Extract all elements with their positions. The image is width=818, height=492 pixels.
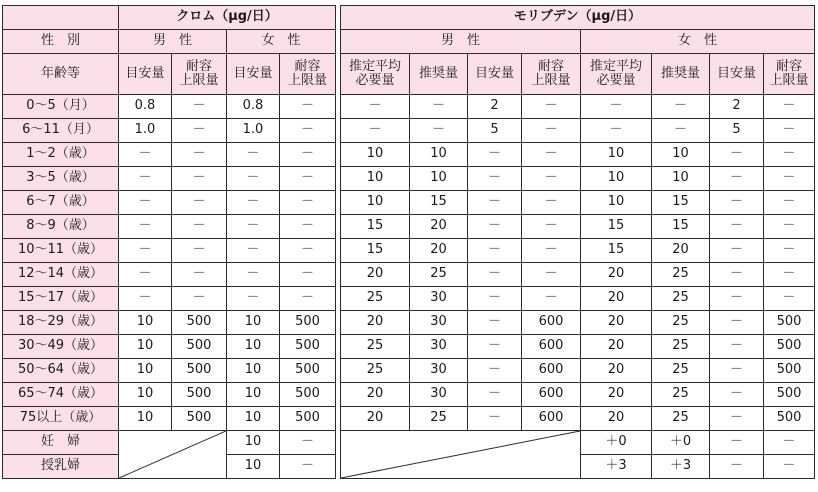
chromium-header: クロム（μg/日） — [119, 6, 336, 30]
chromium-value-cell: － — [280, 167, 336, 191]
chromium-value-cell: － — [227, 287, 280, 311]
chromium-value-cell: 10 — [119, 311, 172, 335]
molybdenum-value-cell: － — [710, 359, 764, 383]
molybdenum-value-cell: ＋0 — [652, 431, 710, 455]
chromium-value-cell: － — [227, 191, 280, 215]
age-group-cell: 10～11（歳） — [3, 239, 119, 263]
chromium-value-cell: － — [172, 119, 227, 143]
table-row — [3, 287, 815, 311]
chromium-molybdenum-table — [2, 5, 815, 479]
molybdenum-value-cell: － — [764, 431, 815, 455]
molybdenum-value-cell: － — [764, 215, 815, 239]
molybdenum-value-cell: － — [522, 143, 581, 167]
molybdenum-value-cell: － — [341, 95, 410, 119]
molybdenum-value-cell: 10 — [341, 143, 410, 167]
age-group-cell: 8～9（歳） — [3, 215, 119, 239]
molybdenum-value-cell: － — [652, 95, 710, 119]
molybdenum-value-cell: ＋3 — [652, 455, 710, 479]
molybdenum-value-cell: 25 — [652, 311, 710, 335]
molybdenum-value-cell: － — [764, 287, 815, 311]
molybdenum-value-cell: 25 — [410, 407, 468, 431]
molybdenum-col-header: 目安量 — [710, 54, 764, 95]
chromium-value-cell: － — [227, 143, 280, 167]
molybdenum-value-cell: － — [468, 359, 522, 383]
molybdenum-value-cell: 20 — [410, 215, 468, 239]
molybdenum-header: モリブデン（μg/日） — [341, 6, 815, 30]
molybdenum-value-cell: － — [522, 263, 581, 287]
age-group-cell: 授乳婦 — [3, 455, 119, 479]
molybdenum-value-cell: － — [710, 407, 764, 431]
molybdenum-value-cell: － — [468, 287, 522, 311]
molybdenum-value-cell: 500 — [764, 311, 815, 335]
molybdenum-value-cell: 500 — [764, 335, 815, 359]
molybdenum-value-cell: － — [710, 191, 764, 215]
chromium-value-cell: 1.0 — [227, 119, 280, 143]
molybdenum-value-cell: － — [522, 191, 581, 215]
chromium-value-cell: － — [119, 143, 172, 167]
molybdenum-value-cell: － — [522, 95, 581, 119]
molybdenum-value-cell: 20 — [341, 311, 410, 335]
chromium-value-cell: － — [280, 215, 336, 239]
chromium-value-cell: － — [172, 143, 227, 167]
molybdenum-female-header: 女 性 — [581, 30, 815, 54]
chromium-value-cell: 500 — [280, 383, 336, 407]
molybdenum-value-cell: － — [710, 311, 764, 335]
chromium-value-cell: 500 — [280, 311, 336, 335]
molybdenum-value-cell: 20 — [581, 311, 652, 335]
molybdenum-value-cell: 10 — [581, 167, 652, 191]
molybdenum-value-cell: 15 — [341, 239, 410, 263]
molybdenum-col-header: 目安量 — [468, 54, 522, 95]
table-row — [3, 215, 815, 239]
molybdenum-value-cell: 30 — [410, 359, 468, 383]
table-row — [3, 335, 815, 359]
age-group-cell: 30～49（歳） — [3, 335, 119, 359]
chromium-male-header: 男 性 — [119, 30, 227, 54]
molybdenum-value-cell: 2 — [710, 95, 764, 119]
molybdenum-value-cell: 25 — [652, 263, 710, 287]
molybdenum-value-cell: － — [468, 335, 522, 359]
chromium-value-cell: － — [280, 191, 336, 215]
molybdenum-value-cell: 20 — [581, 335, 652, 359]
header-row-nutrients — [3, 6, 815, 30]
molybdenum-value-cell: － — [522, 167, 581, 191]
age-group-cell: 18～29（歳） — [3, 311, 119, 335]
molybdenum-col-header: 推奨量 — [410, 54, 468, 95]
molybdenum-value-cell: 5 — [468, 119, 522, 143]
molybdenum-value-cell: － — [764, 263, 815, 287]
molybdenum-value-cell: 20 — [581, 383, 652, 407]
chromium-value-cell: － — [280, 431, 336, 455]
molybdenum-value-cell: 5 — [710, 119, 764, 143]
molybdenum-value-cell: － — [710, 455, 764, 479]
molybdenum-value-cell: 25 — [652, 287, 710, 311]
molybdenum-value-cell: － — [710, 167, 764, 191]
molybdenum-value-cell: 600 — [522, 311, 581, 335]
chromium-value-cell: － — [227, 239, 280, 263]
molybdenum-value-cell: 15 — [581, 215, 652, 239]
chromium-value-cell: 500 — [172, 311, 227, 335]
chromium-value-cell: 10 — [227, 383, 280, 407]
age-group-cell: 6～7（歳） — [3, 191, 119, 215]
chromium-value-cell: － — [280, 119, 336, 143]
chromium-value-cell: － — [119, 287, 172, 311]
molybdenum-col-header: 推定平均 必要量 — [581, 54, 652, 95]
chromium-value-cell: 500 — [172, 335, 227, 359]
chromium-value-cell: 500 — [172, 407, 227, 431]
chromium-value-cell: 10 — [227, 407, 280, 431]
chromium-value-cell: － — [119, 215, 172, 239]
molybdenum-col-header: 耐容 上限量 — [522, 54, 581, 95]
chromium-value-cell: 1.0 — [119, 119, 172, 143]
chromium-value-cell: － — [172, 215, 227, 239]
molybdenum-col-header: 推定平均 必要量 — [341, 54, 410, 95]
molybdenum-value-cell: 20 — [341, 263, 410, 287]
chromium-value-cell: － — [172, 239, 227, 263]
chromium-value-cell: － — [280, 239, 336, 263]
molybdenum-value-cell: 30 — [410, 311, 468, 335]
molybdenum-value-cell: － — [764, 143, 815, 167]
molybdenum-value-cell: 10 — [341, 167, 410, 191]
molybdenum-value-cell: － — [468, 143, 522, 167]
chromium-value-cell: 10 — [227, 431, 280, 455]
molybdenum-value-cell: － — [468, 167, 522, 191]
molybdenum-value-cell: 20 — [652, 239, 710, 263]
chromium-value-cell: － — [227, 215, 280, 239]
molybdenum-value-cell: 25 — [652, 407, 710, 431]
table-row — [3, 239, 815, 263]
molybdenum-value-cell: － — [468, 407, 522, 431]
molybdenum-value-cell: － — [652, 119, 710, 143]
chromium-value-cell: － — [227, 263, 280, 287]
table-row — [3, 407, 815, 431]
molybdenum-value-cell: 10 — [581, 143, 652, 167]
molybdenum-value-cell: 25 — [652, 359, 710, 383]
molybdenum-value-cell: 15 — [652, 191, 710, 215]
chromium-value-cell: 500 — [280, 407, 336, 431]
age-group-cell: 妊 婦 — [3, 431, 119, 455]
age-group-cell: 15～17（歳） — [3, 287, 119, 311]
chromium-value-cell: － — [119, 191, 172, 215]
chromium-female-header: 女 性 — [227, 30, 336, 54]
molybdenum-value-cell: 600 — [522, 335, 581, 359]
molybdenum-value-cell: － — [522, 119, 581, 143]
chromium-value-cell: － — [119, 263, 172, 287]
molybdenum-value-cell: 600 — [522, 359, 581, 383]
molybdenum-value-cell: 20 — [581, 407, 652, 431]
molybdenum-value-cell: 25 — [341, 287, 410, 311]
molybdenum-value-cell: 10 — [341, 191, 410, 215]
table-row — [3, 143, 815, 167]
chromium-value-cell: － — [172, 287, 227, 311]
molybdenum-value-cell: 25 — [410, 263, 468, 287]
chromium-col-header: 耐容 上限量 — [280, 54, 336, 95]
molybdenum-value-cell: － — [468, 215, 522, 239]
chromium-value-cell: － — [280, 95, 336, 119]
molybdenum-value-cell: ＋3 — [581, 455, 652, 479]
molybdenum-value-cell: － — [468, 383, 522, 407]
molybdenum-value-cell: － — [710, 215, 764, 239]
nutrient-intake-table-container — [2, 5, 814, 487]
age-group-cell: 12～14（歳） — [3, 263, 119, 287]
header-row-sex — [3, 30, 815, 54]
molybdenum-male-not-applicable-cell — [341, 431, 581, 479]
molybdenum-value-cell: － — [522, 215, 581, 239]
chromium-col-header: 耐容 上限量 — [172, 54, 227, 95]
molybdenum-value-cell: － — [468, 311, 522, 335]
chromium-value-cell: － — [172, 167, 227, 191]
molybdenum-value-cell: － — [468, 263, 522, 287]
molybdenum-male-header: 男 性 — [341, 30, 581, 54]
molybdenum-value-cell: － — [710, 263, 764, 287]
table-row — [3, 311, 815, 335]
molybdenum-value-cell: 20 — [581, 359, 652, 383]
molybdenum-value-cell: 25 — [652, 383, 710, 407]
age-group-cell: 3～5（歳） — [3, 167, 119, 191]
table-row — [3, 431, 815, 455]
chromium-col-header: 目安量 — [119, 54, 172, 95]
molybdenum-value-cell: － — [581, 119, 652, 143]
molybdenum-value-cell: － — [764, 119, 815, 143]
age-group-cell: 75以上（歳） — [3, 407, 119, 431]
molybdenum-value-cell: － — [522, 239, 581, 263]
molybdenum-value-cell: 500 — [764, 383, 815, 407]
molybdenum-value-cell: 20 — [341, 407, 410, 431]
table-row — [3, 191, 815, 215]
molybdenum-value-cell: ＋0 — [581, 431, 652, 455]
molybdenum-value-cell: 30 — [410, 287, 468, 311]
chromium-value-cell: － — [172, 191, 227, 215]
molybdenum-value-cell: 30 — [410, 383, 468, 407]
molybdenum-value-cell: 25 — [341, 335, 410, 359]
molybdenum-value-cell: － — [710, 383, 764, 407]
chromium-value-cell: 10 — [227, 455, 280, 479]
molybdenum-value-cell: － — [341, 119, 410, 143]
molybdenum-value-cell: 15 — [341, 215, 410, 239]
molybdenum-value-cell: 25 — [652, 335, 710, 359]
molybdenum-value-cell: － — [764, 191, 815, 215]
chromium-value-cell: 10 — [227, 311, 280, 335]
molybdenum-value-cell: 600 — [522, 407, 581, 431]
chromium-value-cell: － — [172, 95, 227, 119]
chromium-value-cell: － — [280, 455, 336, 479]
table-row — [3, 359, 815, 383]
molybdenum-col-header: 耐容 上限量 — [764, 54, 815, 95]
chromium-value-cell: － — [172, 263, 227, 287]
molybdenum-value-cell: 500 — [764, 359, 815, 383]
age-group-cell: 0～5（月） — [3, 95, 119, 119]
chromium-value-cell: 0.8 — [119, 95, 172, 119]
chromium-col-header: 目安量 — [227, 54, 280, 95]
molybdenum-value-cell: 30 — [410, 335, 468, 359]
age-group-cell: 50～64（歳） — [3, 359, 119, 383]
table-row — [3, 167, 815, 191]
molybdenum-value-cell: 10 — [410, 143, 468, 167]
molybdenum-value-cell: － — [764, 167, 815, 191]
molybdenum-value-cell: － — [710, 287, 764, 311]
molybdenum-value-cell: 10 — [652, 167, 710, 191]
chromium-value-cell: 10 — [119, 335, 172, 359]
age-label: 年齢等 — [3, 54, 119, 95]
molybdenum-value-cell: － — [581, 95, 652, 119]
chromium-value-cell: 10 — [227, 335, 280, 359]
molybdenum-value-cell: － — [410, 119, 468, 143]
molybdenum-value-cell: 20 — [410, 239, 468, 263]
table-row — [3, 95, 815, 119]
sex-label: 性 別 — [3, 30, 119, 54]
molybdenum-value-cell: 25 — [341, 359, 410, 383]
molybdenum-value-cell: 15 — [652, 215, 710, 239]
molybdenum-value-cell: － — [410, 95, 468, 119]
chromium-value-cell: － — [227, 167, 280, 191]
age-group-cell: 65～74（歳） — [3, 383, 119, 407]
molybdenum-value-cell: － — [522, 287, 581, 311]
table-row — [3, 263, 815, 287]
molybdenum-value-cell: － — [764, 239, 815, 263]
molybdenum-value-cell: － — [710, 239, 764, 263]
molybdenum-value-cell: 20 — [341, 383, 410, 407]
header-row-columns — [3, 54, 815, 95]
chromium-value-cell: － — [119, 167, 172, 191]
chromium-male-not-applicable-cell — [119, 431, 227, 479]
chromium-value-cell: 500 — [172, 359, 227, 383]
table-row — [3, 119, 815, 143]
molybdenum-value-cell: － — [468, 191, 522, 215]
chromium-value-cell: － — [119, 239, 172, 263]
molybdenum-value-cell: 20 — [581, 263, 652, 287]
age-group-cell: 1～2（歳） — [3, 143, 119, 167]
molybdenum-value-cell: 10 — [410, 167, 468, 191]
chromium-value-cell: 0.8 — [227, 95, 280, 119]
molybdenum-value-cell: － — [764, 455, 815, 479]
molybdenum-value-cell: 15 — [581, 239, 652, 263]
chromium-value-cell: － — [280, 287, 336, 311]
chromium-value-cell: 10 — [119, 383, 172, 407]
age-group-cell: 6～11（月） — [3, 119, 119, 143]
molybdenum-value-cell: － — [710, 143, 764, 167]
molybdenum-value-cell: 600 — [522, 383, 581, 407]
chromium-value-cell: － — [280, 263, 336, 287]
chromium-value-cell: 10 — [119, 359, 172, 383]
molybdenum-value-cell: 500 — [764, 407, 815, 431]
molybdenum-value-cell: － — [764, 95, 815, 119]
chromium-value-cell: 10 — [119, 407, 172, 431]
chromium-value-cell: 500 — [280, 335, 336, 359]
molybdenum-value-cell: － — [468, 239, 522, 263]
header-blank-cell — [3, 6, 119, 30]
table-row — [3, 383, 815, 407]
molybdenum-value-cell: 10 — [581, 191, 652, 215]
chromium-value-cell: 500 — [172, 383, 227, 407]
chromium-value-cell: 500 — [280, 359, 336, 383]
molybdenum-value-cell: 2 — [468, 95, 522, 119]
chromium-value-cell: 10 — [227, 359, 280, 383]
molybdenum-value-cell: 15 — [410, 191, 468, 215]
molybdenum-value-cell: 20 — [581, 287, 652, 311]
molybdenum-value-cell: － — [710, 431, 764, 455]
molybdenum-value-cell: 10 — [652, 143, 710, 167]
molybdenum-value-cell: － — [710, 335, 764, 359]
chromium-value-cell: － — [280, 143, 336, 167]
molybdenum-col-header: 推奨量 — [652, 54, 710, 95]
